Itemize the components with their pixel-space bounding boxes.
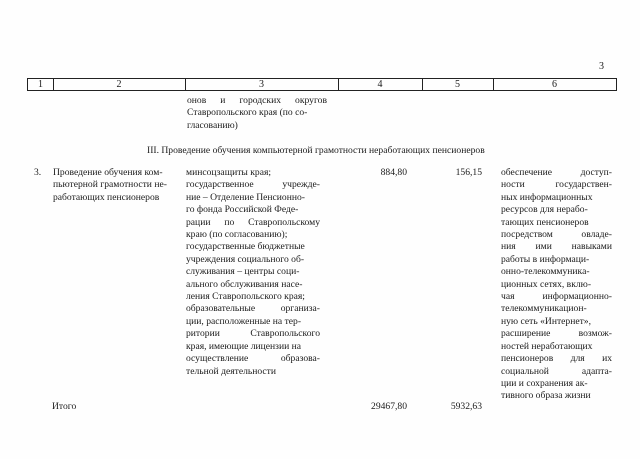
text-line: онно-телекоммуника- (501, 266, 590, 278)
total-col5: 5932,63 (450, 401, 482, 412)
text-line: государственное учрежде- (186, 179, 320, 191)
total-col4: 29467,80 (371, 401, 407, 412)
text-line: онов и городских округов (187, 95, 327, 106)
text-line: работающих пенсионеров (53, 191, 160, 203)
expected-result (501, 167, 612, 403)
text-line: тельной деятельности (186, 365, 276, 377)
text-line: работы в информаци- (501, 253, 590, 265)
text-line: края, имеющие лицензии на (186, 340, 302, 352)
text-line: ных информационных (501, 191, 593, 203)
text-line: Ставропольского края (по со- (187, 107, 308, 119)
measure-name (53, 167, 179, 204)
text-line: социальной адапта- (501, 365, 612, 377)
text-line: образовательные организа- (186, 303, 320, 315)
header-col-3: 3 (259, 79, 264, 90)
header-col-2: 2 (116, 79, 122, 90)
table-header-row (27, 78, 617, 91)
text-line: минсоцзащиты края; (186, 167, 272, 178)
text-line: ную сеть «Интернет», (501, 315, 591, 327)
text-line: ционных сетях, вклю- (501, 278, 592, 290)
text-line: пенсионеров для их (501, 353, 612, 365)
text-line: ния ими навыками (501, 241, 612, 253)
text-line: го фонда Российской Феде- (186, 204, 299, 216)
total-label: Итого (52, 401, 77, 412)
text-line: ресурсов для нерабо- (501, 204, 588, 216)
text-line: учреждения социального об- (186, 253, 305, 265)
header-col-1: 1 (38, 79, 43, 90)
text-line: государственные бюджетные (186, 241, 305, 253)
text-line: ние – Отделение Пенсионно- (186, 191, 305, 203)
text-line: служивания – центры соци- (186, 266, 300, 278)
text-line: осуществление образова- (186, 353, 320, 365)
text-line: обеспечение доступ- (501, 167, 612, 178)
header-col-5: 5 (455, 79, 460, 90)
text-line: ления Ставропольского края; (186, 291, 305, 303)
text-line: ностей неработающих (501, 340, 593, 352)
text-line: ального обслуживания насе- (186, 278, 303, 290)
text-line: тивного образа жизни (501, 390, 591, 402)
text-line: ции и сохранения ак- (501, 377, 588, 389)
text-line: тающих пенсионеров (501, 216, 589, 228)
text-line: ции, расположенные на тер- (186, 315, 302, 327)
funding-col5: 156,15 (455, 167, 482, 178)
page-number: 3 (599, 61, 604, 72)
funding-col4: 884,80 (380, 167, 407, 178)
text-line: пьютерной грамотности не- (53, 179, 167, 191)
text-line: телекоммуникацион- (501, 303, 587, 315)
text-line: гласованию) (187, 119, 238, 131)
executors (186, 167, 320, 378)
continued-executor-text (187, 95, 327, 132)
text-line: ритории Ставропольского (186, 328, 320, 340)
header-col-6: 6 (552, 79, 557, 90)
text-line: Проведение обучения ком- (53, 167, 163, 178)
text-line: посредством овладе- (501, 229, 612, 241)
text-line: рации по Ставропольскому (186, 216, 320, 228)
section-title: III. Проведение обучения компьютерной грамотности неработающих пенсионеров (147, 145, 485, 156)
text-line: ности государствен- (501, 179, 612, 191)
text-line: расширение возмож- (501, 328, 612, 340)
text-line: краю (по согласованию); (186, 229, 288, 241)
row-number: 3. (34, 167, 42, 178)
text-line: чая информационно- (501, 291, 612, 303)
header-col-4: 4 (377, 79, 383, 90)
